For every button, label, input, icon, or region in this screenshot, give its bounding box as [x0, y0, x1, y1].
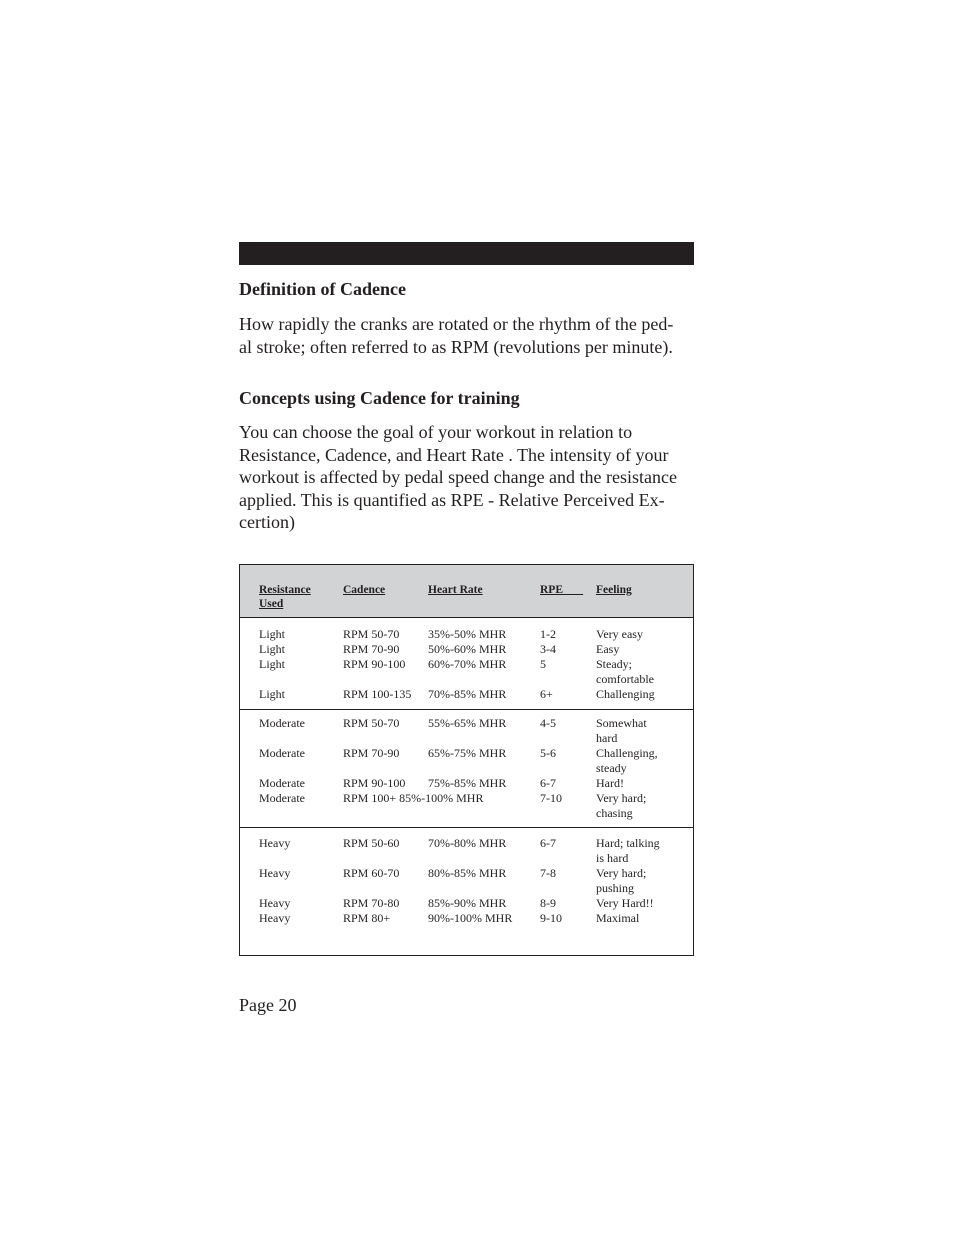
cell-feeling: [596, 776, 624, 791]
header-rpe-text: RPE: [540, 584, 563, 596]
section-header-bar: [239, 242, 694, 265]
cell-rpe: 9-10: [540, 911, 562, 925]
cell-cadence: RPM 50-60: [343, 836, 400, 850]
cell-resistance: Light: [259, 657, 285, 671]
table-header: [240, 565, 693, 618]
cell-feeling-line: Steady;: [596, 657, 632, 671]
table-group-heavy: [240, 827, 693, 956]
cell-resistance: Moderate: [259, 716, 305, 730]
cell-heart-rate: 75%-85% MHR: [428, 776, 507, 790]
cell-feeling: [596, 896, 654, 911]
cell-resistance: Heavy: [259, 866, 291, 880]
cell-heart-rate: 35%-50% MHR: [428, 627, 507, 641]
header-resistance-line: Resistance: [259, 584, 311, 596]
paragraph-line: Resistance, Cadence, and Heart Rate . The intensity of your: [239, 444, 669, 465]
header-rpe: [540, 583, 583, 597]
cell-feeling-line: chasing: [596, 806, 633, 820]
cell-feeling-line: steady: [596, 761, 627, 775]
cell-rpe: 6+: [540, 687, 553, 701]
paragraph-line: You can choose the goal of your workout in relation to: [239, 422, 633, 442]
paragraph-line: How rapidly the cranks are rotated or the rhythm of the ped-: [239, 314, 674, 334]
cell-resistance: Moderate: [259, 791, 305, 805]
cell-feeling: [596, 657, 654, 687]
cell-feeling: [596, 836, 660, 866]
cell-feeling-line: Challenging,: [596, 746, 658, 760]
cell-feeling-line: comfortable: [596, 672, 654, 686]
cell-feeling: [596, 791, 646, 821]
cell-cadence: RPM 70-90: [343, 642, 400, 656]
cell-rpe: 7-10: [540, 791, 562, 805]
cell-rpe: 5: [540, 657, 546, 671]
heading-definition-of-cadence: Definition of Cadence: [239, 279, 406, 299]
cell-rpe: 1-2: [540, 627, 556, 641]
table-group-moderate: [240, 709, 693, 828]
cell-resistance: Heavy: [259, 836, 291, 850]
paragraph-line: applied. This is quantified as RPE - Relative Perceived Ex-: [239, 489, 665, 510]
cell-feeling-line: Very hard;: [596, 791, 647, 805]
cell-cadence: RPM 70-90: [343, 746, 400, 760]
cell-rpe: 8-9: [540, 896, 556, 910]
cadence-training-table: [239, 564, 694, 956]
cell-resistance: Moderate: [259, 776, 305, 790]
cell-cadence: RPM 70-80: [343, 896, 400, 910]
cell-heart-rate: 80%-85% MHR: [428, 866, 507, 880]
cell-feeling-line: Very easy: [596, 627, 643, 641]
cell-feeling-line: Easy: [596, 642, 620, 656]
heading-concepts: Concepts using Cadence for training: [239, 388, 520, 408]
paragraph-line: al stroke; often referred to as RPM (revolutions per minute).: [239, 336, 673, 357]
cell-cadence: RPM 100-135: [343, 687, 412, 701]
cell-feeling-line: Very Hard!!: [596, 896, 654, 910]
cell-feeling-line: Hard!: [596, 776, 624, 790]
cell-feeling-line: Challenging: [596, 687, 655, 701]
paragraph-definition: [239, 313, 699, 358]
cell-resistance: Heavy: [259, 911, 291, 925]
paragraph-line: certion): [239, 512, 295, 532]
cell-cadence: RPM 50-70: [343, 716, 400, 730]
cell-feeling: [596, 716, 647, 746]
table-group-light: [240, 619, 693, 709]
cell-feeling: [596, 746, 658, 776]
cell-resistance: Moderate: [259, 746, 305, 760]
cell-rpe: 6-7: [540, 836, 556, 850]
header-heart-rate: Heart Rate: [428, 584, 483, 596]
cell-feeling-line: hard: [596, 731, 618, 745]
cell-feeling: [596, 911, 639, 926]
cell-resistance: Heavy: [259, 896, 291, 910]
cell-rpe: 6-7: [540, 776, 556, 790]
header-cadence: Cadence: [343, 584, 386, 596]
cell-resistance: Light: [259, 687, 285, 701]
cell-feeling-line: is hard: [596, 851, 629, 865]
cell-resistance: Light: [259, 642, 285, 656]
header-resistance-used: [259, 583, 311, 611]
cell-heart-rate: 90%-100% MHR: [428, 911, 513, 925]
header-feeling: Feeling: [596, 584, 632, 596]
cell-feeling-line: Very hard;: [596, 866, 647, 880]
cell-rpe: 7-8: [540, 866, 556, 880]
cell-heart-rate: 60%-70% MHR: [428, 657, 507, 671]
paragraph-line: workout is affected by pedal speed change and the resistance: [239, 467, 677, 487]
cell-heart-rate: 55%-65% MHR: [428, 716, 507, 730]
cell-heart-rate: 50%-60% MHR: [428, 642, 507, 656]
cell-feeling-line: Hard; talking: [596, 836, 660, 850]
cell-feeling: [596, 642, 619, 657]
cell-feeling: [596, 627, 643, 642]
cell-heart-rate: 65%-75% MHR: [428, 746, 507, 760]
cell-feeling: [596, 866, 646, 896]
cell-feeling: [596, 687, 655, 702]
cell-cadence: RPM 50-70: [343, 627, 400, 641]
cell-rpe: 4-5: [540, 716, 556, 730]
cell-cadence: RPM 90-100: [343, 776, 406, 790]
cell-rpe: 3-4: [540, 642, 556, 656]
header-resistance-line: Used: [259, 598, 284, 610]
cell-feeling-line: Somewhat: [596, 716, 647, 730]
cell-cadence: RPM 60-70: [343, 866, 400, 880]
paragraph-concepts: [239, 421, 699, 534]
cell-rpe: 5-6: [540, 746, 556, 760]
cell-feeling-line: Maximal: [596, 911, 640, 925]
cell-heart-rate: 70%-80% MHR: [428, 836, 507, 850]
page-number: Page 20: [239, 995, 297, 1015]
cell-feeling-line: pushing: [596, 881, 635, 895]
cell-cadence: RPM 80+: [343, 911, 391, 925]
cell-heart-rate: 70%-85% MHR: [428, 687, 507, 701]
cell-cadence: RPM 90-100: [343, 657, 406, 671]
cell-heart-rate: 85%-90% MHR: [428, 896, 507, 910]
cell-resistance: Light: [259, 627, 285, 641]
cell-cadence: RPM 100+ 85%-100% MHR: [343, 791, 484, 805]
